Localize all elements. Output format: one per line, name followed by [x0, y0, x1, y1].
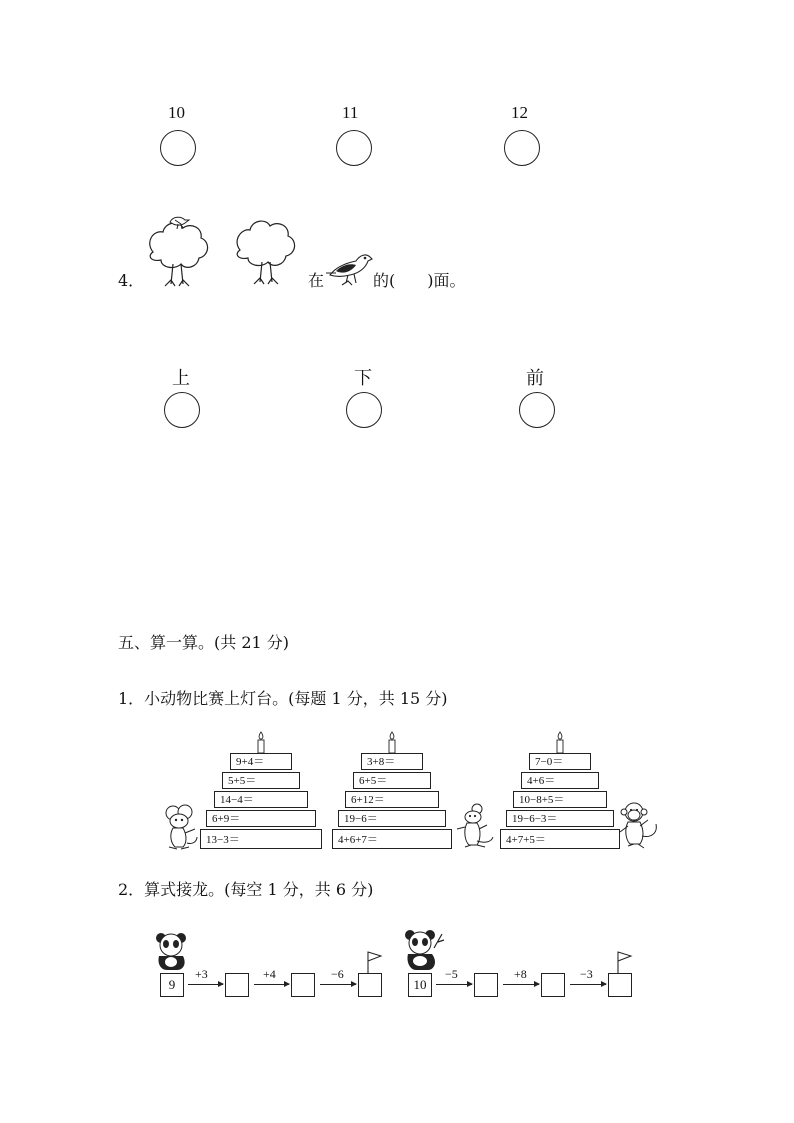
- answer-circle[interactable]: [519, 392, 555, 428]
- tower-step[interactable]: 9+4＝: [230, 753, 292, 770]
- answer-circle[interactable]: [504, 130, 540, 166]
- answer-circle[interactable]: [336, 130, 372, 166]
- candle-icon: [386, 731, 398, 753]
- operation-label: −5: [445, 967, 458, 981]
- tower-step[interactable]: 4+6＝: [521, 772, 599, 789]
- tower-step[interactable]: 13−3＝: [200, 829, 322, 849]
- option-label: 下: [354, 368, 372, 389]
- answer-box[interactable]: [474, 973, 498, 997]
- mouse-illustration: [455, 803, 495, 851]
- arrow-icon: [570, 984, 606, 985]
- option-number: 11: [342, 103, 359, 122]
- answer-box[interactable]: [358, 973, 382, 997]
- option-number: 10: [168, 103, 185, 122]
- tower-step[interactable]: 4+7+5＝: [500, 829, 620, 849]
- arrow-icon: [503, 984, 539, 985]
- operation-label: +3: [195, 967, 208, 981]
- tower-step[interactable]: 6+9＝: [206, 810, 316, 827]
- operation-label: −6: [331, 967, 344, 981]
- tower-step[interactable]: 14−4＝: [214, 791, 308, 808]
- tree-with-bird-illustration: [145, 212, 215, 292]
- tower-step[interactable]: 6+12＝: [345, 791, 439, 808]
- answer-box[interactable]: [541, 973, 565, 997]
- monkey-illustration: [618, 800, 660, 852]
- tower-step[interactable]: 4+6+7＝: [332, 829, 452, 849]
- option-number: 12: [511, 103, 528, 122]
- arrow-icon: [254, 984, 289, 985]
- q4-text-after: 的( )面。: [373, 271, 466, 290]
- answer-box[interactable]: [225, 973, 249, 997]
- tower-step[interactable]: 5+5＝: [222, 772, 300, 789]
- tower-step[interactable]: 3+8＝: [361, 753, 423, 770]
- arrow-icon: [188, 984, 223, 985]
- start-number-box: 9: [160, 973, 184, 997]
- tower-step[interactable]: 10−8+5＝: [513, 791, 607, 808]
- tower-step[interactable]: 7−0＝: [529, 753, 591, 770]
- arrow-icon: [436, 984, 472, 985]
- option-label: 上: [172, 368, 190, 389]
- operation-label: −3: [580, 967, 593, 981]
- candle-icon: [255, 731, 267, 753]
- panda-illustration: [153, 930, 193, 972]
- flag-icon: [614, 950, 634, 974]
- bird-illustration: [326, 247, 372, 287]
- answer-circle[interactable]: [160, 130, 196, 166]
- question-title: 2．算式接龙。(每空 1 分，共 6 分): [118, 880, 374, 899]
- q4-index: 4．: [118, 271, 145, 290]
- tower-step[interactable]: 6+5＝: [353, 772, 431, 789]
- q4-text-before: 在: [308, 271, 325, 290]
- operation-label: +8: [514, 967, 527, 981]
- answer-box[interactable]: [608, 973, 632, 997]
- panda-illustration: [400, 928, 444, 972]
- tower-step[interactable]: 19−6−3＝: [506, 810, 614, 827]
- mouse-illustration: [163, 803, 199, 851]
- flag-icon: [364, 950, 384, 974]
- arrow-icon: [320, 984, 356, 985]
- section-title: 五、算一算。(共 21 分): [118, 633, 290, 652]
- candle-icon: [554, 731, 566, 753]
- answer-circle[interactable]: [346, 392, 382, 428]
- question-title: 1．小动物比赛上灯台。(每题 1 分，共 15 分): [118, 689, 448, 708]
- tower-step[interactable]: 19−6＝: [338, 810, 446, 827]
- option-label: 前: [526, 368, 544, 389]
- start-number-box: 10: [408, 973, 432, 997]
- tree-illustration: [234, 216, 300, 292]
- answer-box[interactable]: [291, 973, 315, 997]
- answer-circle[interactable]: [164, 392, 200, 428]
- operation-label: +4: [263, 967, 276, 981]
